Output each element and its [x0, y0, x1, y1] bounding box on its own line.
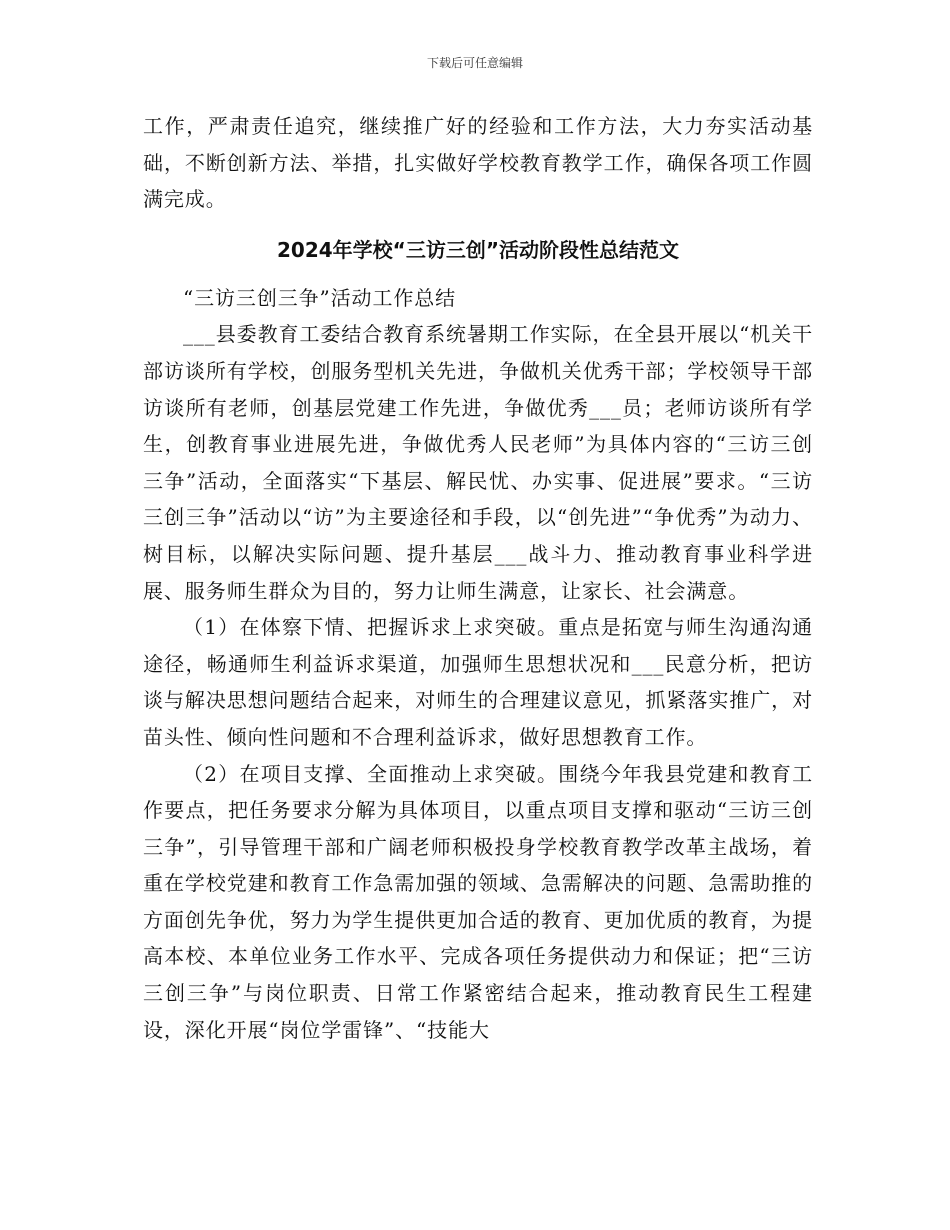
page-header-note: 下载后可任意编辑 — [426, 56, 523, 70]
intro-paragraph: 工作，严肃责任追究，继续推广好的经验和工作方法，大力夯实活动基础，不断创新方法、举措，扎实做好学校教育教学工作，确保各项工作圆满完成。 — [143, 114, 813, 212]
body-paragraph-1: ___县委教育工委结合教育系统暑期工作实际，在全县开展以“机关干部访谈所有学校，创服务型机关先进，争做机关优秀干部；学校领导干部访谈所有老师，创基层党建工作先进，争做优秀___员；老师访谈所有学生，创教育事业进展先进，争做优秀人民老师”为具体内容的“三访三创三争”活动，全面落实“下基层、解民忧、办实事、促进展”要求。“三访三创三争”活动以“访”为主要途径和手段，以“创先进”“争优秀”为动力、树目标，以解决实际问题、提升基层___战斗力、推动教育事业科学进展、服务师生群众为目的，努力让师生满意，让家长、社会满意。 — [143, 322, 813, 603]
document-title: 2024年学校“三访三创”活动阶段性总结范文 — [277, 237, 679, 262]
section-subtitle: “三访三创三争”活动工作总结 — [183, 285, 457, 310]
document-body — [143, 108, 813, 1048]
body-paragraph-3: （2）在项目支撑、全面推动上求突破。围绕今年我县党建和教育工作要点，把任务要求分解为具体项目，以重点项目支撑和驱动“三访三创三争”，引导管理干部和广阔老师积极投身学校教育教学改革主战场，着重在学校党建和教育工作急需加强的领域、急需解决的问题、急需助推的方面创先争优，努力为学生提供更加合适的教育、更加优质的教育，为提高本校、本单位业务工作水平、完成各项任务提供动力和保证；把“三访三创三争”与岗位职责、日常工作紧密结合起来，推动教育民生工程建设，深化开展“岗位学雷锋”、“技能大 — [143, 761, 813, 1042]
body-paragraph-2: （1）在体察下情、把握诉求上求突破。重点是拓宽与师生沟通沟通途径，畅通师生利益诉求渠道，加强师生思想状况和___民意分析，把访谈与解决思想问题结合起来，对师生的合理建议意见，抓紧落实推广，对苗头性、倾向性问题和不合理利益诉求，做好思想教育工作。 — [143, 615, 813, 749]
